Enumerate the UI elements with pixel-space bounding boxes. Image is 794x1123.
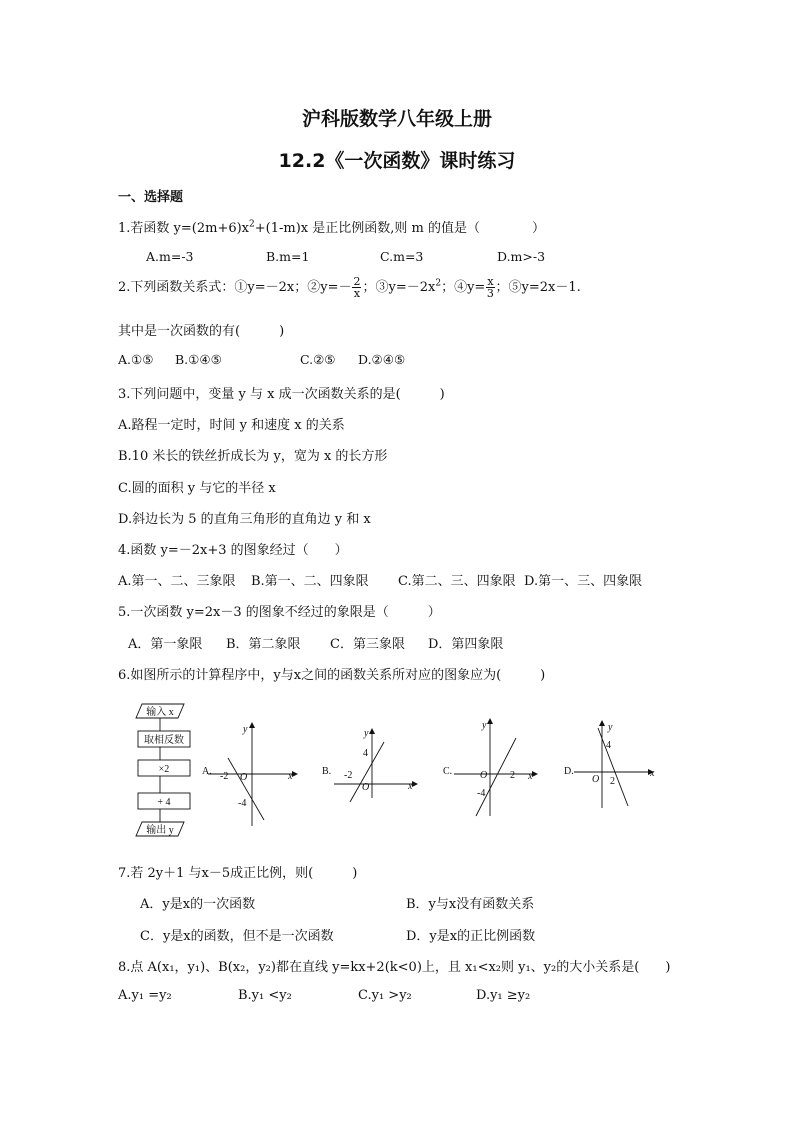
graph-c-x-axis-label: x <box>528 771 533 782</box>
q5-option-d: D．第四象限 <box>428 637 504 652</box>
graph-a-x-axis-label: x <box>288 771 293 782</box>
section-heading: 一、选择题 <box>118 190 184 205</box>
q2-fraction-1-den: x <box>353 287 361 300</box>
graph-a-y-axis-label: y <box>243 724 248 735</box>
q3-option-d: D.斜边长为 5 的直角三角形的直角边 y 和 x <box>118 512 371 527</box>
q5-option-a: A．第一象限 <box>128 637 203 652</box>
q7-option-b: B．y与x没有函数关系 <box>406 897 535 912</box>
q2-part-1: 2.下列函数关系式：①y=－2x；②y=－ <box>118 280 352 295</box>
q2-exponent: 2 <box>435 278 442 289</box>
q7-option-a: A．y是x的一次函数 <box>140 897 256 912</box>
question-2 <box>118 276 581 299</box>
q2-fraction-1 <box>352 276 361 299</box>
question-1 <box>118 217 545 236</box>
flowchart <box>136 704 190 836</box>
graph-c-tick-1: 2 <box>510 770 515 781</box>
graph-d-y-axis-label: y <box>608 722 613 733</box>
q3-option-a: A.路程一定时，时间 y 和速度 x 的关系 <box>118 418 345 433</box>
q8-option-b: B.y₁ <y₂ <box>238 988 292 1003</box>
flow-plus-label: + 4 <box>157 797 171 808</box>
page-title: 沪科版数学八年级上册 <box>301 108 492 130</box>
q4-option-c: C.第二、三、四象限 <box>398 574 516 589</box>
graph-d-label: D. <box>564 766 574 777</box>
question-8: 8.点 A(x₁，y₁)、B(x₂，y₂)都在直线 y=kx+2(k<0)上，且 x₁<x₂则 y₁、y₂的大小关系是( ) <box>118 960 671 975</box>
q7-option-d: D．y是x的正比例函数 <box>406 929 536 944</box>
q2-fraction-1-num: 2 <box>353 275 361 288</box>
graph-b-origin: O <box>362 782 370 793</box>
graph-c-origin: O <box>480 770 488 781</box>
graph-d-x-axis-label: x <box>650 768 655 779</box>
q1-option-b: B.m=1 <box>266 249 310 264</box>
graph-b-tick-1: -2 <box>344 770 353 781</box>
q4-option-b: B.第一、二、四象限 <box>251 574 369 589</box>
q8-option-c: C.y₁ >y₂ <box>358 988 412 1003</box>
graph-a-tick-1: -2 <box>220 771 229 782</box>
q1-exponent: 2 <box>249 219 255 230</box>
q2-option-c: C.②⑤ <box>300 352 336 367</box>
graph-a <box>202 722 298 826</box>
graph-d <box>564 720 655 808</box>
flow-output-label: 输出 y <box>146 825 174 836</box>
q3-option-c: C.圆的面积 y 与它的半径 x <box>118 481 276 496</box>
q1-stem-a: 1.若函数 y=(2m+6)x <box>118 221 250 236</box>
graph-c-label: C. <box>443 766 453 777</box>
q2-fraction-2-num: x <box>487 275 494 288</box>
graph-c-tick-2: -4 <box>477 788 486 799</box>
q7-option-c: C．y是x的函数，但不是一次函数 <box>140 929 334 944</box>
q2-option-a: A.①⑤ <box>118 352 154 367</box>
q4-option-a: A.第一、二、三象限 <box>118 574 236 589</box>
q2-part-2: ；③y=－2x <box>362 280 436 295</box>
flow-input-label: 输入 x <box>146 707 174 718</box>
question-4: 4.函数 y=－2x+3 的图象经过（ ） <box>118 543 348 558</box>
graph-b-y-axis-label: y <box>364 728 369 739</box>
question-5: 5.一次函数 y=2x－3 的图象不经过的象限是（ ） <box>118 605 441 620</box>
question-6: 6.如图所示的计算程序中，y与x之间的函数关系所对应的图象应为( ) <box>118 668 546 683</box>
question-7: 7.若 2y＋1 与x－5成正比例，则( ) <box>118 866 358 881</box>
q4-option-d: D.第一、三、四象限 <box>524 574 643 589</box>
flow-negate-label: 取相反数 <box>144 735 184 746</box>
q2-fraction-2-den: 3 <box>486 287 494 300</box>
q1-option-d: D.m>-3 <box>497 249 546 264</box>
q5-option-b: B．第二象限 <box>226 637 301 652</box>
q1-option-c: C.m=3 <box>380 249 424 264</box>
graph-a-line <box>228 758 264 820</box>
graph-c-y-axis-label: y <box>482 720 487 731</box>
graph-b <box>322 728 418 802</box>
q1-stem-b: +(1-m)x 是正比例函数,则 m 的值是（ ） <box>254 221 545 236</box>
q8-option-a: A.y₁ =y₂ <box>118 988 172 1003</box>
graph-a-origin: O <box>240 772 248 783</box>
graph-d-origin: O <box>592 774 600 785</box>
graph-a-label: A. <box>202 766 212 777</box>
q2-part-3: ；④y= <box>441 280 486 295</box>
q2-part-4: ；⑤y=2x－1. <box>495 280 581 295</box>
q2-option-d: D.②④⑤ <box>358 352 406 367</box>
q5-option-c: C．第三象限 <box>330 637 405 652</box>
graph-d-tick-2: 4 <box>606 740 611 751</box>
graph-d-line <box>598 728 628 806</box>
q2-fraction-2 <box>486 276 494 299</box>
q6-figure <box>120 698 680 844</box>
q3-option-b: B.10 米长的铁丝折成长为 y，宽为 x 的长方形 <box>118 449 388 464</box>
graph-b-tick-2: 4 <box>363 748 368 759</box>
q2-option-b: B.①④⑤ <box>175 352 222 367</box>
page-subtitle: 12.2《一次函数》课时练习 <box>278 150 516 172</box>
graph-b-x-axis-label: x <box>408 781 413 792</box>
graph-d-tick-1: 2 <box>610 776 615 787</box>
q2-line-2: 其中是一次函数的有( ) <box>118 324 285 339</box>
question-3: 3.下列问题中，变量 y 与 x 成一次函数关系的是( ) <box>118 387 445 402</box>
graph-a-tick-2: -4 <box>238 798 247 809</box>
graph-c <box>443 718 538 816</box>
q8-option-d: D.y₁ ≥y₂ <box>476 988 531 1003</box>
graph-b-label: B. <box>322 766 332 777</box>
q1-option-a: A.m=-3 <box>146 249 194 264</box>
flow-times-label: ×2 <box>158 764 170 775</box>
